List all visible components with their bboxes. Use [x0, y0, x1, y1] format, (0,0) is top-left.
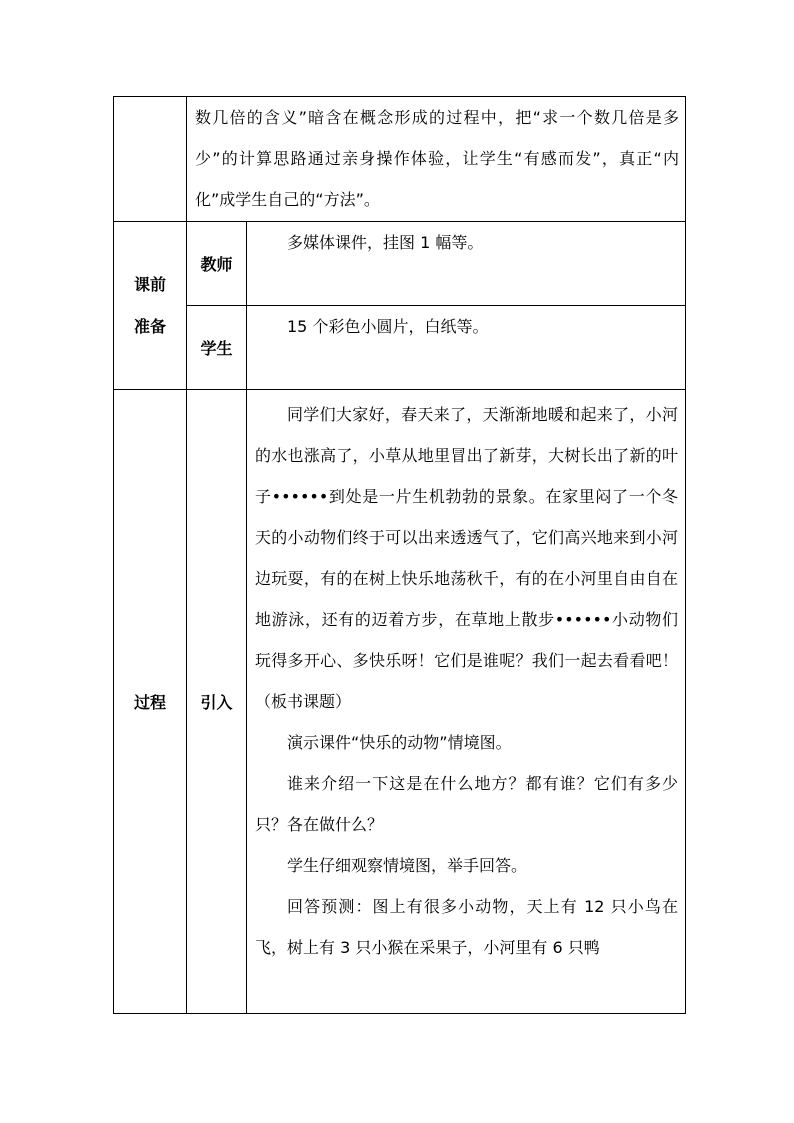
- process-row: [114, 390, 686, 1014]
- teacher-row: [114, 222, 686, 306]
- intro-paragraph: 数几倍的含义”暗含在概念形成的过程中，把“求一个数几倍是多少”的计算思路通过亲身操作体验，让学生“有感而发”，真正“内化”成学生自己的“方法”。: [195, 108, 680, 209]
- stage-label-intro: 引入: [187, 390, 247, 1014]
- preparation-label-line2: 准备: [133, 316, 166, 336]
- teacher-label: 教师: [187, 222, 247, 306]
- process-paragraph: 同学们大家好，春天来了，天渐渐地暖和起来了，小河的水也涨高了，小草从地里冒出了新芽，大树长出了新的叶子••••••到处是一片生机勃勃的景象。在家里闷了一个冬天的小动物们终于可以出来透透气了，它们高兴地来到小河边玩耍，有的在树上快乐地荡秋千，有的在小河里自由自在地游泳，还有的迈着方步，在草地上散步••••••小动物们玩得多开心、多快乐呀！它们是谁呢？我们一起去看看吧！（板书课题）: [255, 405, 679, 711]
- student-text-cell: [247, 306, 686, 390]
- process-paragraph: 回答预测：图上有很多小动物，天上有 12 只小鸟在飞，树上有 3 只小猴在采果子，小河里有 6 只鸭: [255, 897, 679, 957]
- process-paragraph: 演示课件“快乐的动物”情境图。: [287, 733, 512, 752]
- intro-row: [114, 97, 686, 222]
- lesson-plan-table: [113, 96, 686, 1014]
- preparation-label-cell: [114, 222, 187, 390]
- student-label: 学生: [187, 306, 247, 390]
- preparation-label: [134, 264, 166, 348]
- student-text: 15 个彩色小圆片，白纸等。: [287, 317, 489, 336]
- process-paragraph: 谁来介绍一下这是在什么地方？都有谁？它们有多少只？各在做什么？: [255, 774, 679, 834]
- student-row: [114, 306, 686, 390]
- teacher-text-cell: [247, 222, 686, 306]
- process-label: 过程: [114, 390, 187, 1014]
- process-text-cell: [247, 390, 686, 1014]
- intro-label-cell: [114, 97, 187, 222]
- process-content: [247, 390, 685, 968]
- intro-text-cell: [187, 97, 686, 222]
- process-paragraph: 学生仔细观察情境图，举手回答。: [287, 856, 528, 875]
- teacher-text: 多媒体课件，挂图 1 幅等。: [287, 233, 484, 252]
- preparation-label-line1: 课前: [133, 274, 166, 294]
